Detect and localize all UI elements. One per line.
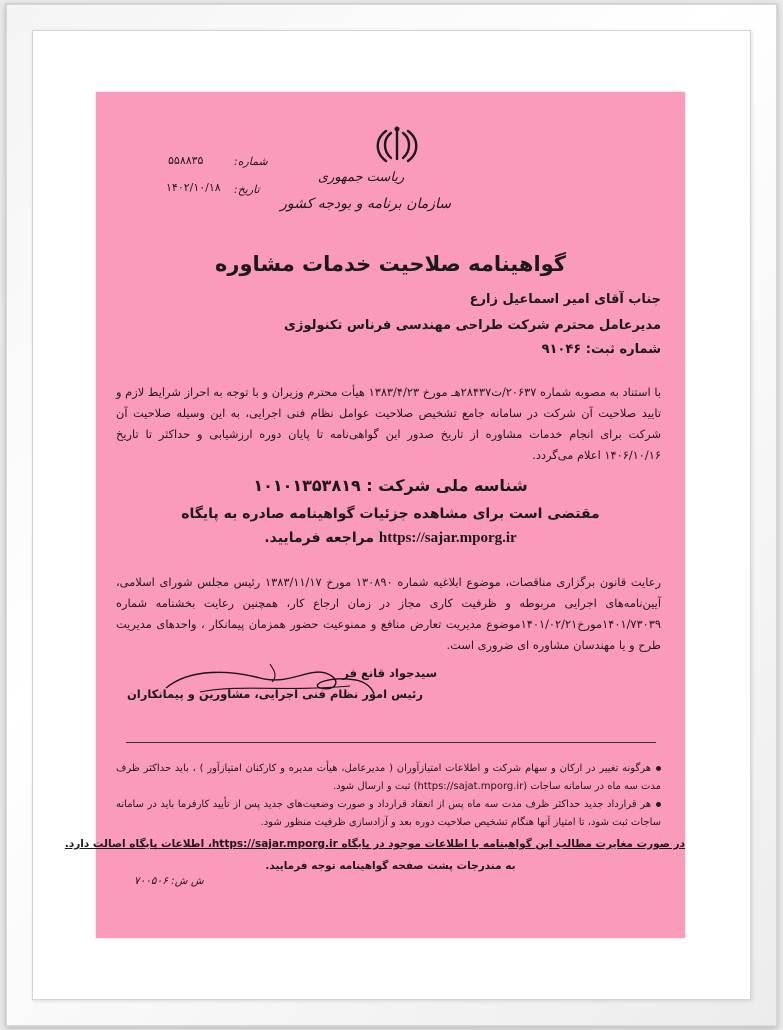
bullet-icon: [656, 802, 661, 807]
recipient-name: جناب آقای امیر اسماعیل زارع: [469, 292, 661, 307]
number-value: ۵۵۸۸۳۵: [168, 154, 204, 167]
compliance-paragraph: رعایت قانون برگزاری مناقصات، موضوع ابلاغیه شماره ۱۳۰۸۹۰ مورخ ۱۳۸۳/۱۱/۱۷ رئیس مجلس شورای اسلامی، آیین‌نامه‌های اجرایی مربوطه و ظرفیت کاری مجاز در زمان ارجاع کار، همچنین رعایت بخشنامه شماره ۱۴۰۱/۷۳۰۳۹مورخ۱۴۰۱/۰۲/۲۱موضوع مدیریت تعارض منافع و ممنوعیت حضور همزمان پیمانکار ، واحدهای مدیریت طرح و یا مهندسان مشاوره ای ضروری است.: [116, 575, 661, 652]
iran-emblem-icon: [374, 125, 420, 165]
certificate-page: [64, 92, 685, 938]
portal-url-link[interactable]: https://sajar.mporg.ir: [378, 530, 517, 546]
note-text: هر قرارداد جدید حداکثر ظرف مدت سه ماه پس از انعقاد قرارداد و صورت وضعیت‌های جدید پس از تأیید کارفرما باید در سامانه ساجات ثبت شود، تا امتیاز آنها هنگام تشخیص صلاحیت دوره بعد و آزادسازی ظرفیت منظور شود.: [116, 799, 661, 828]
portal-suffix: مراجعه فرمایید.: [264, 530, 375, 546]
number-label: شماره:: [234, 155, 268, 168]
national-id: شناسه ملی شرکت : ۱۰۱۰۱۳۵۳۸۱۹: [253, 476, 528, 495]
recipient-role: مدیرعامل محترم شرکت طراحی مهندسی فرناس تکنولوژی: [284, 318, 661, 333]
divider: [126, 742, 656, 743]
date-label: تاریخ:: [234, 183, 260, 196]
portal-line: [96, 530, 685, 547]
date-value: ۱۴۰۲/۱۰/۱۸: [166, 181, 221, 194]
org-name-line1: ریاست جمهوری: [317, 170, 405, 185]
org-name-line2: سازمان برنامه و بودجه کشور: [280, 196, 451, 212]
form-code: ش ش: ۷۰۰۵۰۶: [134, 875, 204, 887]
portal-notice: مقتضی است برای مشاهده جزئیات گواهینامه صادره به پایگاه: [181, 506, 600, 522]
signature-scribble-icon: [160, 658, 380, 704]
certificate-title: گواهینامه صلاحیت خدمات مشاوره: [214, 252, 567, 276]
signatory-name: سیدجواد قانع فر: [342, 666, 437, 680]
note-item: [116, 796, 661, 831]
validity-paragraph: با استناد به مصوبه شماره ۲۰۶۳۷/ت۲۸۴۳۷هـ مورخ ۱۳۸۳/۴/۲۳ هیأت محترم وزیران و با توجه به احراز شرایط لازم و تایید صلاحیت آن شرکت در سامانه جامع تشخیص صلاحیت عوامل نظام فنی اجرایی، به این وسیله صلاحیت آن شرکت برای انجام خدمات مشاوره از تاریخ صدور این گواهی‌نامه تا پایان دوره ارزشیابی و حداکثر تا تاریخ ۱۴۰۶/۱۰/۱۶ اعلام می‌گردد.: [116, 385, 661, 462]
registration-number: شماره ثبت: ۹۱۰۴۶: [541, 342, 661, 357]
footer-note: به مندرجات پشت صفحه گواهینامه توجه فرمایید.: [265, 860, 516, 872]
bullet-icon: [656, 766, 661, 771]
footer-warning: در صورت مغایرت مطالب این گواهینامه با اطلاعات موجود در پایگاه https://sajar.mporg.ir، اطلاعات پایگاه اصالت دارد.: [64, 838, 685, 850]
signatory-title: رئیس امور نظام فنی اجرایی، مشاورین و پیمانکاران: [126, 687, 423, 701]
note-item: [116, 760, 661, 795]
note-text: هرگونه تغییر در ارکان و سهام شرکت و اطلاعات امتیازآوران ( مدیرعامل، هیأت مدیره و کارکنان امتیازآور ) ، باید حداکثر ظرف مدت سه ماه در سامانه ساجات (https://sajat.mporg.ir) ثبت و ارسال شود.: [116, 763, 661, 792]
